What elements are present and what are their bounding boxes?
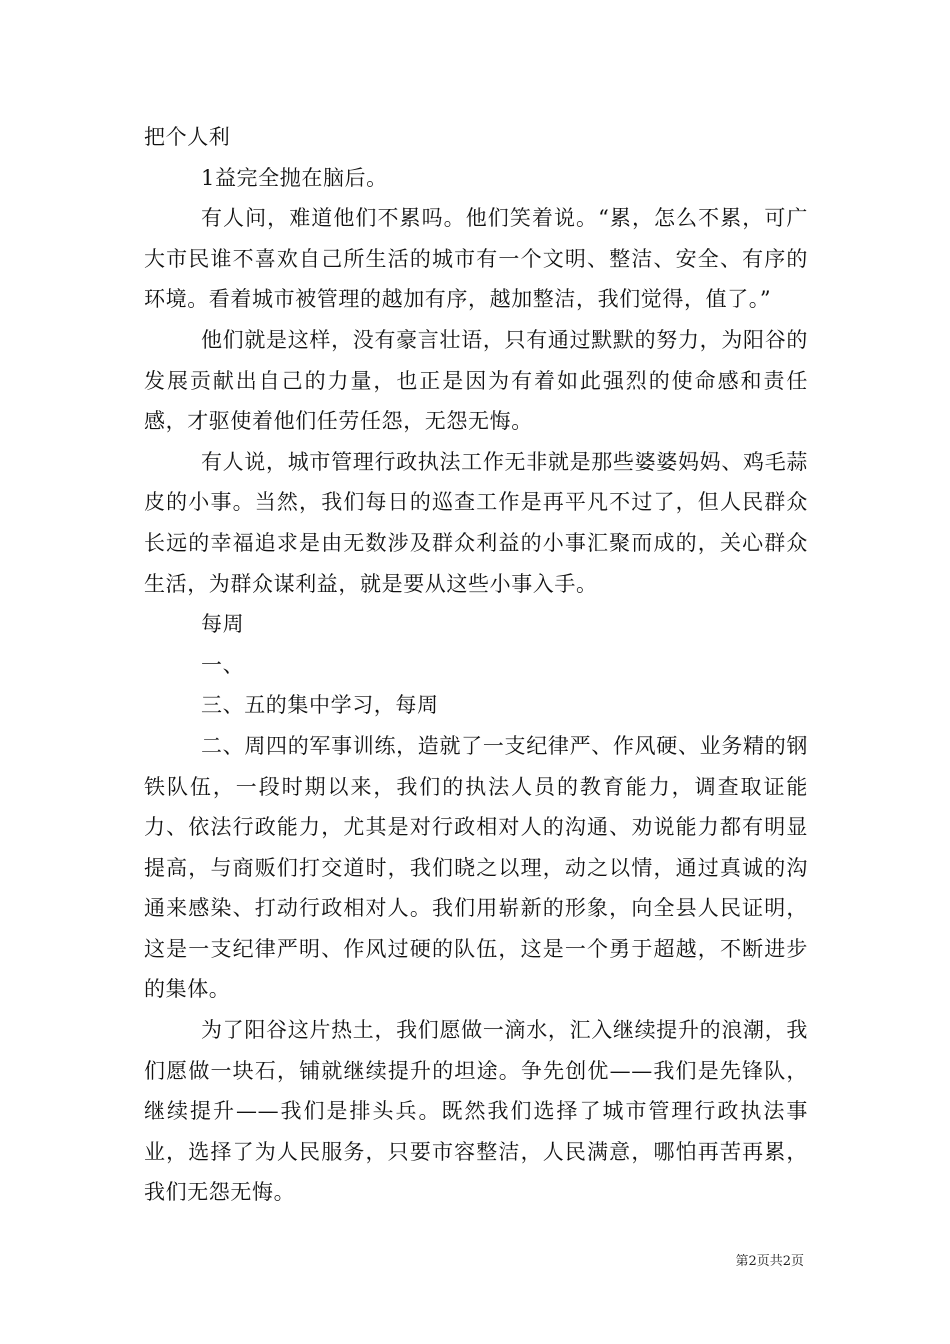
paragraph: 每周	[201, 612, 245, 637]
paragraph: 为了阳谷这片热土，我们愿做一滴水，汇入继续提升的浪潮，我们愿做一块石，铺就继续提升的坦途。争先创优——我们是先锋队，继续提升——我们是排头兵。既然我们选择了城市管理行政执法事业，选择了为人民服务，只要市容整洁，人民满意，哪怕再苦再累，我们无怨无悔。	[144, 1018, 808, 1205]
paragraph: 1益完全抛在脑后。	[201, 165, 388, 190]
paragraph: 有人问，难道他们不累吗。他们笑着说。“累，怎么不累，可广大市民谁不喜欢自己所生活的城市有一个文明、整洁、安全、有序的环境。看着城市被管理的越加有序，越加整洁，我们觉得，值了。”	[144, 206, 808, 312]
page-number-footer: 第2页共2页	[735, 1254, 804, 1269]
paragraph: 把个人利	[144, 125, 231, 149]
paragraph: 三、五的集中学习，每周	[201, 693, 439, 718]
paragraph: 有人说，城市管理行政执法工作无非就是那些婆婆妈妈、鸡毛蒜皮的小事。当然，我们每日的巡查工作是再平凡不过了，但人民群众长远的幸福追求是由无数涉及群众利益的小事汇聚而成的，关心群众生活，为群众谋利益，就是要从这些小事入手。	[144, 449, 808, 596]
document-body	[144, 117, 808, 1213]
paragraph: 一、	[201, 652, 245, 677]
paragraph: 二、周四的军事训练，造就了一支纪律严、作风硬、业务精的钢铁队伍，一段时期以来，我们的执法人员的教育能力，调查取证能力、依法行政能力，尤其是对行政相对人的沟通、劝说能力都有明显提高，与商贩们打交道时，我们晓之以理，动之以情，通过真诚的沟通来感染、打动行政相对人。我们用崭新的形象，向全县人民证明，这是一支纪律严明、作风过硬的队伍，这是一个勇于超越，不断进步的集体。	[144, 733, 808, 1002]
paragraph: 他们就是这样，没有豪言壮语，只有通过默默的努力，为阳谷的发展贡献出自己的力量，也正是因为有着如此强烈的使命感和责任感，才驱使着他们任劳任怨，无怨无悔。	[144, 327, 808, 434]
